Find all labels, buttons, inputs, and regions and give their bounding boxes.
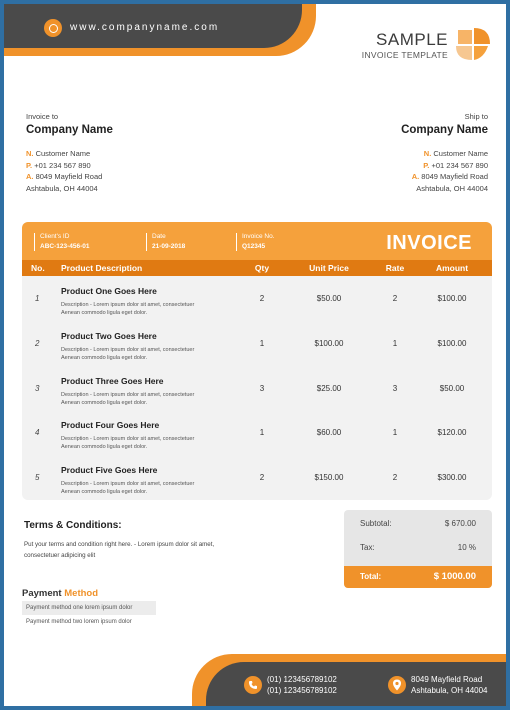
- product-title: Product Five Goes Here: [61, 465, 158, 475]
- invoice-no-field: [236, 233, 275, 251]
- product-qty: 1: [259, 339, 265, 348]
- terms-title: Terms & Conditions:: [24, 520, 122, 531]
- row-number: 2: [35, 339, 40, 348]
- invoice-table-panel: [22, 222, 492, 500]
- table-header: [22, 260, 492, 276]
- row-number: 3: [35, 384, 40, 393]
- invoice-no-label: Invoice No.: [242, 233, 275, 240]
- product-amount: $50.00: [439, 384, 465, 393]
- table-row: [22, 459, 492, 500]
- invoice-to-company: Company Name: [26, 124, 113, 136]
- invoice-to-details: [26, 148, 113, 194]
- payment-title-a: Payment: [22, 588, 62, 599]
- table-row: [22, 370, 492, 414]
- total-value: $ 1000.00: [433, 571, 476, 582]
- ship-phone: +01 234 567 890: [431, 160, 488, 170]
- row-number: 1: [35, 294, 40, 303]
- customer-phone: +01 234 567 890: [34, 160, 91, 170]
- header-amount: Amount: [435, 263, 469, 273]
- total-row: [344, 566, 492, 588]
- date-field: [146, 233, 185, 251]
- product-amount: $300.00: [437, 473, 467, 482]
- totals-panel: [344, 510, 492, 588]
- address-prefix: A.: [411, 172, 420, 181]
- customer-city: Ashtabula, OH 44004: [26, 183, 98, 193]
- product-qty: 2: [259, 294, 265, 303]
- phone-prefix: P.: [423, 160, 430, 170]
- ship-city: Ashtabula, OH 44004: [416, 183, 488, 193]
- invoice-heading: INVOICE: [386, 232, 472, 254]
- invoice-page: [4, 4, 506, 706]
- subtotal-row: [344, 512, 492, 534]
- product-qty: 2: [259, 473, 265, 482]
- product-description: Description - Lorem ipsum dolor sit amet, consectetuer Aenean commodo ligula eget dolor.: [61, 392, 195, 406]
- ship-to-label: Ship to: [464, 112, 488, 121]
- product-description: Description - Lorem ipsum dolor sit amet, consectetuer Aenean commodo ligula eget dolor.: [61, 347, 195, 361]
- footer-phone-1[interactable]: (01) 123456789102: [267, 675, 337, 684]
- product-unit-price: $100.00: [314, 339, 344, 348]
- product-title: Product Three Goes Here: [61, 376, 164, 386]
- table-row: [22, 280, 492, 324]
- product-title: Product One Goes Here: [61, 286, 157, 296]
- phone-prefix: P.: [26, 160, 33, 170]
- table-row: [22, 414, 492, 458]
- product-description: Description - Lorem ipsum dolor sit amet, consectetuer Aenean commodo ligula eget dolor.: [61, 481, 195, 495]
- product-unit-price: $150.00: [314, 473, 344, 482]
- product-rate: 3: [392, 384, 398, 393]
- product-title: Product Four Goes Here: [61, 420, 160, 430]
- product-qty: 1: [259, 428, 265, 437]
- header-rate: Rate: [385, 263, 405, 273]
- logo-mark-icon: [454, 26, 492, 62]
- date-label: Date: [152, 233, 166, 240]
- product-amount: $100.00: [437, 294, 467, 303]
- header-unit-price: Unit Price: [309, 263, 349, 273]
- tax-row: [344, 536, 492, 558]
- invoice-meta-bar: [22, 222, 492, 260]
- footer-address: [411, 674, 488, 696]
- ship-to-block: [401, 112, 488, 194]
- footer-phone-2[interactable]: (01) 123456789102: [267, 686, 337, 695]
- client-id-value: ABC-123-456-01: [40, 243, 90, 250]
- header-qty: Qty: [254, 263, 270, 273]
- invoice-to-block: [26, 112, 113, 194]
- product-rate: 2: [392, 473, 398, 482]
- address-prefix: A.: [26, 172, 34, 181]
- product-rate: 1: [392, 339, 398, 348]
- globe-icon: [44, 19, 62, 37]
- product-amount: $120.00: [437, 428, 467, 437]
- client-id-label: Client's ID: [40, 233, 70, 240]
- product-amount: $100.00: [437, 339, 467, 348]
- payment-method-line: Payment method one lorem ipsum dolor: [22, 601, 156, 615]
- subtotal-label: Subtotal:: [360, 519, 392, 528]
- header-no: No.: [31, 263, 45, 273]
- ship-address: 8049 Mayfield Road: [421, 172, 488, 181]
- product-rate: 1: [392, 428, 398, 437]
- date-value: 21-09-2018: [152, 243, 186, 250]
- logo-title: SAMPLE: [376, 30, 448, 49]
- row-number: 5: [35, 473, 40, 482]
- name-prefix: N.: [26, 149, 34, 158]
- ship-name: Customer Name: [433, 149, 488, 158]
- product-unit-price: $50.00: [316, 294, 342, 303]
- payment-method-line: Payment method two lorem ipsum dolor: [26, 619, 132, 625]
- tax-label: Tax:: [360, 543, 375, 552]
- subtotal-value: $ 670.00: [444, 519, 476, 528]
- terms-body: Put your terms and condition right here. - Lorem ipsum dolor sit amet, consectetuer adipicing elit: [24, 541, 215, 559]
- footer-phones: [267, 674, 337, 696]
- customer-name: Customer Name: [35, 149, 91, 158]
- invoice-no-value: Q12345: [242, 243, 266, 250]
- product-rate: 2: [392, 294, 398, 303]
- product-title: Product Two Goes Here: [61, 331, 157, 341]
- table-row: [22, 325, 492, 369]
- product-qty: 3: [259, 384, 265, 393]
- product-unit-price: $60.00: [316, 428, 342, 437]
- payment-title: [22, 588, 98, 599]
- invoice-to-label: Invoice to: [26, 112, 59, 121]
- footer-city-line: Ashtabula, OH 44004: [411, 686, 488, 695]
- website-url[interactable]: www.companyname.com: [70, 22, 220, 33]
- product-description: Description - Lorem ipsum dolor sit amet, consectetuer Aenean commodo ligula eget dolor.: [61, 302, 195, 316]
- ship-to-details: [401, 148, 488, 194]
- logo-subtitle: INVOICE TEMPLATE: [361, 50, 448, 60]
- name-prefix: N.: [423, 149, 432, 158]
- phone-icon: [244, 676, 262, 694]
- customer-address: 8049 Mayfield Road: [35, 172, 103, 181]
- product-unit-price: $25.00: [316, 384, 342, 393]
- product-description: Description - Lorem ipsum dolor sit amet, consectetuer Aenean commodo ligula eget dolor.: [61, 436, 195, 450]
- payment-title-b: Method: [64, 588, 99, 599]
- row-number: 4: [35, 428, 40, 437]
- location-pin-icon: [388, 676, 406, 694]
- footer-address-line: 8049 Mayfield Road: [411, 675, 483, 684]
- total-label: Total:: [360, 572, 382, 581]
- ship-to-company: Company Name: [401, 124, 488, 136]
- header-description: Product Description: [61, 263, 143, 273]
- client-id-field: [34, 233, 90, 251]
- tax-value: 10 %: [457, 543, 476, 552]
